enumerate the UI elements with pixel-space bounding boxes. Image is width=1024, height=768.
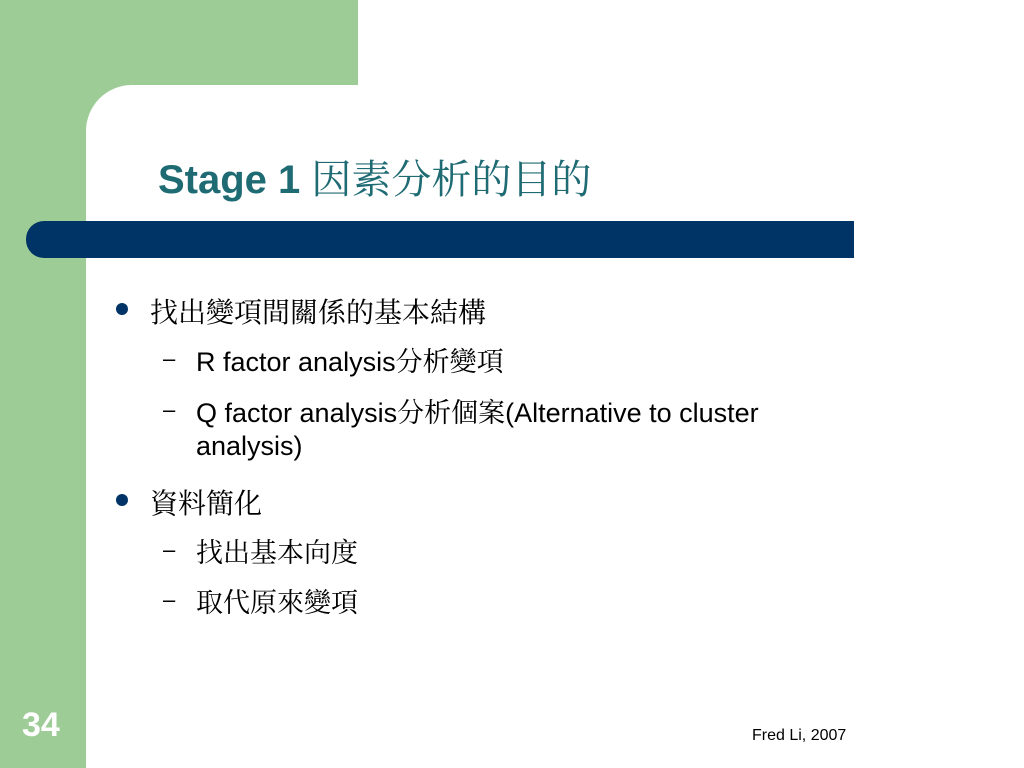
bullet-dot (116, 303, 128, 315)
bullet-item: 找出變項間關係的基本結構 (150, 297, 487, 328)
slide-title (158, 148, 591, 205)
title-chinese: 因素分析的目的 (311, 158, 592, 202)
sub-bullet-item: 取代原來變項 (196, 588, 358, 618)
sub-bullet-item: 找出基本向度 (196, 538, 358, 568)
title-divider-bar (26, 221, 854, 258)
footer-author: Fred Li, 2007 (752, 727, 847, 744)
title-english: Stage 1 (158, 158, 312, 202)
bullet-dot (116, 494, 128, 506)
sub-bullet-item: R factor analysis分析變項 (196, 347, 504, 377)
slide-number: 34 (22, 706, 60, 744)
sub-bullet-dash: – (163, 346, 176, 371)
sub-bullet-item-continued: analysis) (196, 431, 303, 461)
sub-bullet-dash: – (163, 397, 176, 422)
sub-bullet-dash: – (163, 587, 176, 612)
bullet-item: 資料簡化 (150, 488, 263, 519)
sub-bullet-item: Q factor analysis分析個案(Alternative to cluster (196, 398, 759, 428)
sub-bullet-dash: – (163, 537, 176, 562)
